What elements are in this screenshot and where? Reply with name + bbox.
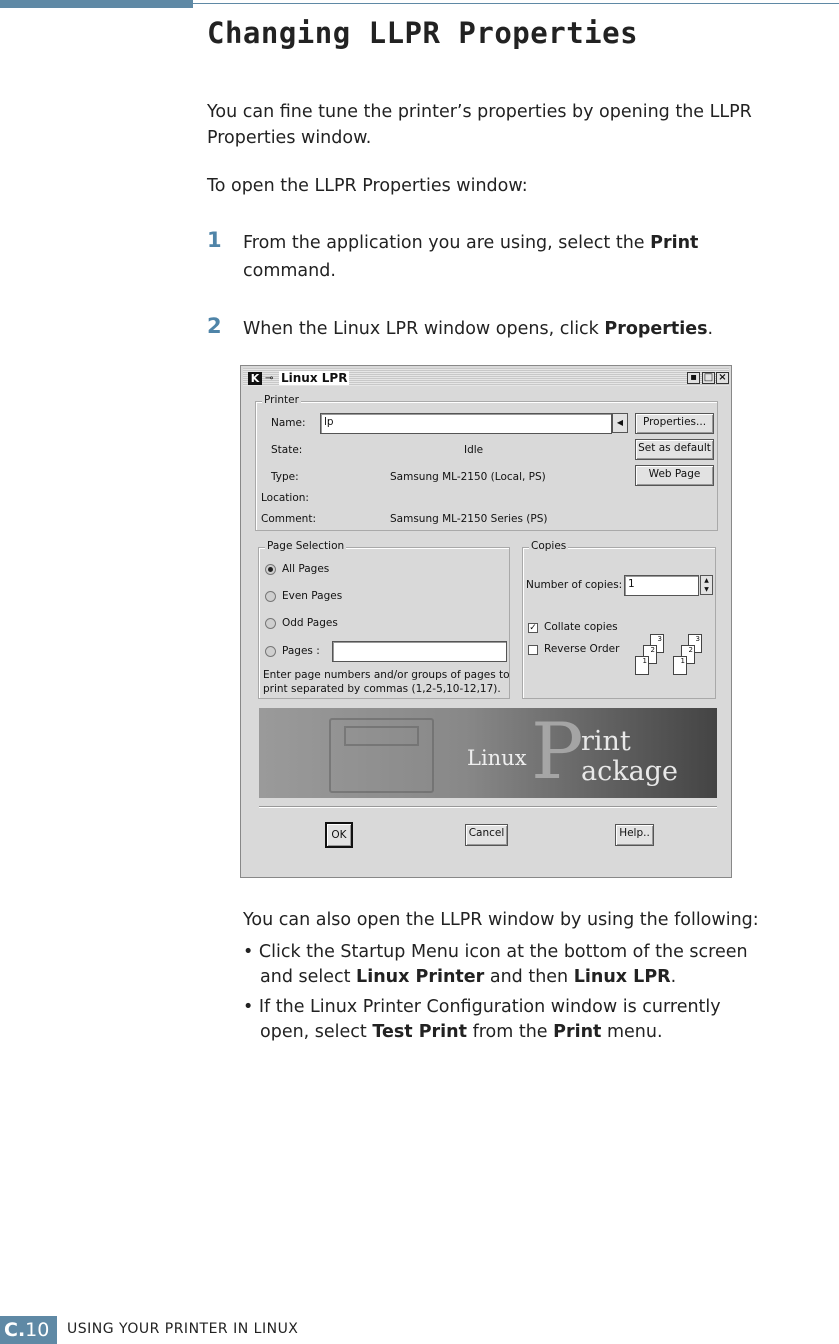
printer-name-field[interactable]: lp: [320, 413, 612, 434]
cancel-button[interactable]: Cancel: [465, 824, 508, 846]
set-as-default-button[interactable]: Set as default: [635, 439, 714, 460]
list-item: • If the Linux Printer Configuration window is currently open, select Test Print from the Print menu.: [243, 997, 721, 1042]
page-icon: 1: [635, 656, 649, 675]
header-accent-bar: [0, 0, 193, 8]
odd-pages-radio[interactable]: [265, 618, 276, 629]
copies-spinner[interactable]: ▲ ▼: [700, 575, 713, 595]
pages-label[interactable]: Pages :: [282, 645, 320, 657]
window-title: Linux LPR: [281, 371, 348, 385]
page-selection-label: Page Selection: [267, 540, 345, 552]
page-number-badge: C.10: [0, 1316, 57, 1344]
even-pages-radio[interactable]: [265, 591, 276, 602]
copies-input[interactable]: 1: [624, 575, 699, 596]
ok-button[interactable]: OK: [325, 822, 353, 848]
copies-group-label: Copies: [531, 540, 567, 552]
header-rule: [193, 3, 839, 4]
page-selection-group: [258, 540, 510, 699]
reverse-order-checkbox[interactable]: [528, 645, 538, 655]
location-label: Location:: [261, 492, 309, 504]
minimize-icon[interactable]: ▪: [687, 372, 700, 384]
banner-p-logo: P: [531, 708, 584, 797]
also-open-paragraph: You can also open the LLPR window by using the following:: [243, 910, 759, 930]
printer-group-label: Printer: [264, 394, 299, 406]
web-page-button[interactable]: Web Page: [635, 465, 714, 486]
chevron-down-icon[interactable]: ◀: [612, 413, 628, 433]
open-intro-paragraph: To open the LLPR Properties window:: [207, 176, 528, 196]
list-item: • Click the Startup Menu icon at the bottom of the screen and select Linux Printer and then Linux LPR.: [243, 942, 748, 987]
number-of-copies-label: Number of copies:: [526, 579, 623, 591]
pages-hint: print separated by commas (1,2-5,10-12,17).: [263, 683, 501, 695]
even-pages-label[interactable]: Even Pages: [282, 590, 343, 602]
step-text: When the Linux LPR window opens, click Properties.: [243, 319, 714, 339]
close-icon[interactable]: ×: [716, 372, 729, 384]
comment-value: Samsung ML-2150 Series (PS): [390, 513, 548, 525]
banner-ackage-text: ackage: [581, 756, 678, 787]
reverse-order-label[interactable]: Reverse Order: [544, 643, 620, 655]
footer-section-title: USING YOUR PRINTER IN LINUX: [67, 1321, 299, 1337]
page-icon: 2: [643, 645, 657, 664]
maximize-icon[interactable]: □: [703, 372, 714, 383]
step-number: 1: [207, 228, 222, 252]
intro-paragraph: You can fine tune the printer’s properties by opening the LLPR Properties window.: [207, 102, 752, 148]
all-pages-radio[interactable]: [265, 564, 276, 575]
comment-label: Comment:: [261, 513, 316, 525]
page-title: Changing LLPR Properties: [207, 16, 639, 50]
printer-group: [255, 394, 718, 531]
name-label: Name:: [271, 417, 306, 429]
step-text: From the application you are using, select the Print command.: [243, 233, 699, 281]
kde-logo-icon[interactable]: K: [248, 372, 262, 385]
page-icon: 3: [650, 634, 664, 653]
pin-icon[interactable]: ⊸: [265, 373, 274, 384]
banner-linux-text: Linux: [467, 746, 527, 770]
copies-group: [522, 540, 716, 699]
collate-label[interactable]: Collate copies: [544, 621, 618, 633]
banner-rint-text: rint: [581, 726, 631, 757]
state-value: Idle: [464, 444, 484, 456]
help-button[interactable]: Help..: [615, 824, 654, 846]
pages-input[interactable]: [332, 641, 507, 662]
type-value: Samsung ML-2150 (Local, PS): [390, 471, 546, 483]
type-label: Type:: [271, 471, 299, 483]
page-icon: 2: [681, 645, 695, 664]
pages-hint: Enter page numbers and/or groups of pages to: [263, 669, 510, 681]
separator: [259, 806, 717, 808]
step-number: 2: [207, 314, 222, 338]
all-pages-label[interactable]: All Pages: [282, 563, 330, 575]
printer-illustration: [344, 726, 419, 746]
collate-checkbox[interactable]: ✓: [529, 623, 537, 633]
state-label: State:: [271, 444, 303, 456]
pages-radio[interactable]: [265, 646, 276, 657]
odd-pages-label[interactable]: Odd Pages: [282, 617, 338, 629]
window-titlebar[interactable]: [243, 368, 729, 386]
properties-button[interactable]: Properties...: [635, 413, 714, 434]
page-icon: 1: [673, 656, 687, 675]
linux-lpr-window: [240, 365, 732, 878]
page-icon: 3: [688, 634, 702, 653]
linux-print-package-banner: [259, 708, 717, 798]
